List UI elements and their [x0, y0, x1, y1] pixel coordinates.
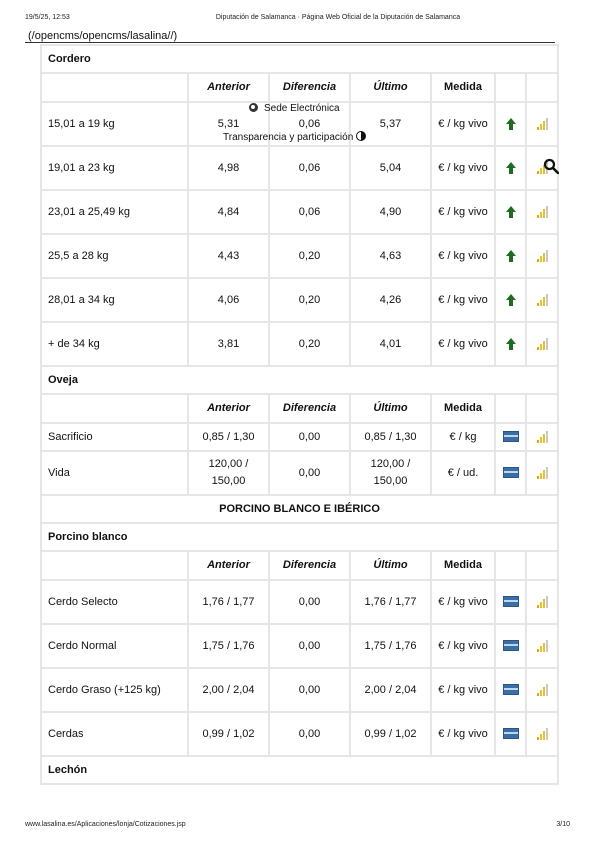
bar-chart-icon-bar: [540, 344, 542, 350]
column-header-row: [41, 73, 558, 102]
row-label: Sacrificio: [41, 423, 188, 451]
row-label: + de 34 kg: [41, 322, 188, 366]
bar-chart-icon-bar: [540, 646, 542, 652]
print-page-title: Diputación de Salamanca · Página Web Oficial de la Diputación de Salamanca: [215, 14, 461, 21]
bar-chart-icon-bar: [546, 467, 548, 479]
equal-icon: [503, 640, 519, 651]
cell-medida: € / kg vivo: [431, 234, 495, 278]
bar-chart-icon-bar: [537, 127, 539, 130]
cell-medida: € / kg vivo: [431, 624, 495, 668]
bar-chart-icon-bar: [546, 250, 548, 262]
bar-chart-icon-bar: [540, 734, 542, 740]
cell-diferencia: 0,20: [269, 322, 350, 366]
cell-ultimo: 4,01: [350, 322, 431, 366]
trend-cell: [495, 423, 526, 451]
bar-chart-icon-bar: [540, 437, 542, 443]
arrow-up-icon: [506, 206, 516, 218]
table-row: [41, 146, 558, 190]
cell-anterior: 2,00 / 2,04: [188, 668, 269, 712]
cell-anterior: 0,85 / 1,30: [188, 423, 269, 451]
bar-chart-icon[interactable]: [537, 431, 548, 443]
equal-icon: [503, 467, 519, 478]
trend-cell: [495, 712, 526, 756]
cell-medida: € / kg vivo: [431, 322, 495, 366]
equal-icon: [503, 431, 519, 442]
header-anterior: Anterior: [188, 394, 269, 423]
trend-cell: [495, 624, 526, 668]
row-label: Cerdo Graso (+125 kg): [41, 668, 188, 712]
header-medida: Medida: [431, 73, 495, 102]
header-blank: [495, 551, 526, 580]
sede-electronica-link[interactable]: [249, 103, 340, 114]
bar-chart-icon[interactable]: [537, 338, 548, 350]
cell-diferencia: 0,06: [269, 146, 350, 190]
equal-icon: [503, 684, 519, 695]
bar-chart-icon[interactable]: [537, 596, 548, 608]
row-label: Vida: [41, 451, 188, 495]
section-title: Lechón: [41, 756, 558, 784]
cell-medida: € / kg vivo: [431, 278, 495, 322]
cell-ultimo: 2,00 / 2,04: [350, 668, 431, 712]
table-row: [41, 423, 558, 451]
bar-chart-icon-bar: [537, 737, 539, 740]
bar-chart-icon-bar: [540, 300, 542, 306]
cell-medida: € / ud.: [431, 451, 495, 495]
arrow-up-icon: [506, 338, 516, 350]
bar-chart-icon-bar: [540, 473, 542, 479]
cell-medida: € / kg: [431, 423, 495, 451]
cell-anterior: 4,84: [188, 190, 269, 234]
bar-chart-icon[interactable]: [537, 250, 548, 262]
bar-chart-icon-bar: [543, 731, 545, 740]
table-row: [41, 451, 558, 495]
bar-chart-icon-bar: [543, 121, 545, 130]
arrow-up-icon: [506, 294, 516, 306]
cell-anterior: 1,76 / 1,77: [188, 580, 269, 624]
chart-cell[interactable]: [526, 668, 558, 712]
header-diferencia: Diferencia: [269, 73, 350, 102]
row-label: 28,01 a 34 kg: [41, 278, 188, 322]
bar-chart-icon-bar: [537, 649, 539, 652]
row-label: Cerdo Selecto: [41, 580, 188, 624]
bar-chart-icon-bar: [537, 605, 539, 608]
cotizaciones-table-body: [41, 45, 558, 784]
bar-chart-icon-bar: [546, 118, 548, 130]
section-title-row: [41, 45, 558, 73]
table-row: [41, 322, 558, 366]
bar-chart-icon-bar: [546, 640, 548, 652]
section-title: Cordero: [41, 45, 558, 73]
header-blank: [41, 73, 188, 102]
header-medida: Medida: [431, 394, 495, 423]
cell-anterior: 120,00 / 150,00: [188, 451, 269, 495]
bar-chart-icon-bar: [546, 294, 548, 306]
bar-chart-icon-bar: [546, 206, 548, 218]
cell-diferencia: 0,00: [269, 423, 350, 451]
table-row: [41, 278, 558, 322]
footer-url: www.lasalina.es/Aplicaciones/lonja/Cotizaciones.jsp: [25, 821, 186, 828]
row-label: 15,01 a 19 kg: [41, 102, 188, 146]
row-label: 23,01 a 25,49 kg: [41, 190, 188, 234]
header-ultimo: Último: [350, 394, 431, 423]
cell-anterior: 1,75 / 1,76: [188, 624, 269, 668]
chart-cell[interactable]: [526, 624, 558, 668]
cell-diferencia: 0,00: [269, 712, 350, 756]
header-diferencia: Diferencia: [269, 551, 350, 580]
table-row: [41, 190, 558, 234]
cell-medida: € / kg vivo: [431, 712, 495, 756]
row-label: Cerdo Normal: [41, 624, 188, 668]
cell-diferencia: 0,00: [269, 580, 350, 624]
cell-ultimo: 4,26: [350, 278, 431, 322]
cell-diferencia: 0,20: [269, 234, 350, 278]
chart-cell[interactable]: [526, 712, 558, 756]
bar-chart-icon-bar: [537, 303, 539, 306]
bar-chart-icon-bar: [543, 434, 545, 443]
porcino-banner-row: [41, 495, 558, 523]
cell-medida: € / kg vivo: [431, 580, 495, 624]
chart-cell[interactable]: [526, 423, 558, 451]
cell-ultimo: 5,37: [350, 102, 431, 146]
section-title: Porcino blanco: [41, 523, 558, 551]
header-blank: [526, 551, 558, 580]
header-blank: [41, 394, 188, 423]
cell-medida: € / kg vivo: [431, 146, 495, 190]
trend-cell: [495, 190, 526, 234]
porcino-banner: PORCINO BLANCO E IBÉRICO: [41, 495, 558, 523]
cell-anterior: 5,31: [188, 102, 269, 146]
row-label: 25,5 a 28 kg: [41, 234, 188, 278]
cell-diferencia: 0,00: [269, 451, 350, 495]
arrow-up-icon: [506, 162, 516, 174]
chart-cell[interactable]: [526, 190, 558, 234]
cell-anterior: 4,43: [188, 234, 269, 278]
arrow-up-icon: [506, 250, 516, 262]
bar-chart-icon-bar: [537, 259, 539, 262]
trend-cell: [495, 451, 526, 495]
bar-chart-icon-bar: [540, 212, 542, 218]
section-title-row: [41, 366, 558, 394]
footer-page-number: 3/10: [556, 821, 570, 828]
cell-ultimo: 1,76 / 1,77: [350, 580, 431, 624]
header-blank: [495, 73, 526, 102]
section-title: Oveja: [41, 366, 558, 394]
chart-cell[interactable]: [526, 278, 558, 322]
bar-chart-icon-bar: [540, 256, 542, 262]
bar-chart-icon-bar: [540, 124, 542, 130]
bar-chart-icon-bar: [543, 341, 545, 350]
sede-electronica-label: Sede Electrónica: [264, 103, 340, 114]
cell-ultimo: 4,90: [350, 190, 431, 234]
cell-diferencia: 0,00: [269, 624, 350, 668]
bar-chart-icon-bar: [543, 687, 545, 696]
header-anterior: Anterior: [188, 73, 269, 102]
cell-ultimo: 5,04: [350, 146, 431, 190]
search-icon[interactable]: [543, 158, 559, 174]
table-row: [41, 234, 558, 278]
trend-cell: [495, 322, 526, 366]
table-row: [41, 624, 558, 668]
cell-ultimo: 4,63: [350, 234, 431, 278]
cell-ultimo: 0,99 / 1,02: [350, 712, 431, 756]
cell-anterior: 3,81: [188, 322, 269, 366]
bar-chart-icon-bar: [540, 690, 542, 696]
equal-icon: [503, 728, 519, 739]
print-datetime: 19/5/25, 12:53: [25, 14, 70, 21]
arrow-up-icon: [506, 118, 516, 130]
bar-chart-icon-bar: [540, 602, 542, 608]
bar-chart-icon[interactable]: [537, 640, 548, 652]
bar-chart-icon-bar: [546, 596, 548, 608]
cell-anterior: 4,98: [188, 146, 269, 190]
bar-chart-icon-bar: [546, 431, 548, 443]
cotizaciones-table: [40, 44, 559, 785]
bar-chart-icon-bar: [543, 470, 545, 479]
chart-cell[interactable]: [526, 322, 558, 366]
header-medida: Medida: [431, 551, 495, 580]
bar-chart-icon[interactable]: [537, 294, 548, 306]
bar-chart-icon-bar: [543, 643, 545, 652]
chart-cell[interactable]: [526, 451, 558, 495]
bar-chart-icon[interactable]: [537, 206, 548, 218]
table-row: [41, 580, 558, 624]
cell-diferencia: 0,20: [269, 278, 350, 322]
bar-chart-icon[interactable]: [537, 467, 548, 479]
equal-icon: [503, 596, 519, 607]
header-blank: [526, 394, 558, 423]
cell-ultimo: 0,85 / 1,30: [350, 423, 431, 451]
cell-diferencia: 0,06: [269, 102, 350, 146]
header-diferencia: Diferencia: [269, 394, 350, 423]
trend-cell: [495, 102, 526, 146]
bar-chart-icon-bar: [537, 693, 539, 696]
cell-anterior: 0,99 / 1,02: [188, 712, 269, 756]
bar-chart-icon-bar: [537, 476, 539, 479]
bar-chart-icon-bar: [537, 440, 539, 443]
transparencia-label: Transparencia y participación: [223, 132, 354, 143]
section-title-row: [41, 523, 558, 551]
cell-medida: € / kg vivo: [431, 190, 495, 234]
column-header-row: [41, 551, 558, 580]
header-blank: [41, 551, 188, 580]
trend-cell: [495, 668, 526, 712]
bar-chart-icon-bar: [546, 684, 548, 696]
header-blank: [526, 73, 558, 102]
breadcrumb-path[interactable]: (/opencms/opencms/lasalina//): [28, 30, 178, 42]
contrast-icon[interactable]: [356, 131, 366, 141]
bar-chart-icon-bar: [543, 297, 545, 306]
bar-chart-icon[interactable]: [537, 118, 548, 130]
row-label: 19,01 a 23 kg: [41, 146, 188, 190]
cell-ultimo: 1,75 / 1,76: [350, 624, 431, 668]
bar-chart-icon-bar: [543, 599, 545, 608]
cell-ultimo: 120,00 / 150,00: [350, 451, 431, 495]
chart-cell[interactable]: [526, 102, 558, 146]
header-ultimo: Último: [350, 73, 431, 102]
cell-medida: € / kg vivo: [431, 668, 495, 712]
bar-chart-icon[interactable]: [537, 728, 548, 740]
header-blank: [495, 394, 526, 423]
globe-icon: [249, 103, 258, 112]
header-anterior: Anterior: [188, 551, 269, 580]
bar-chart-icon-bar: [543, 253, 545, 262]
transparencia-link[interactable]: [223, 131, 366, 143]
column-header-row: [41, 394, 558, 423]
section-title-row: [41, 756, 558, 784]
cell-diferencia: 0,06: [269, 190, 350, 234]
table-row: [41, 712, 558, 756]
bar-chart-icon-bar: [537, 171, 539, 174]
trend-cell: [495, 146, 526, 190]
trend-cell: [495, 234, 526, 278]
chart-cell[interactable]: [526, 580, 558, 624]
bar-chart-icon-bar: [537, 215, 539, 218]
header-ultimo: Último: [350, 551, 431, 580]
trend-cell: [495, 278, 526, 322]
row-label: Cerdas: [41, 712, 188, 756]
bar-chart-icon-bar: [546, 338, 548, 350]
table-row: [41, 668, 558, 712]
header-divider: [25, 42, 555, 43]
bar-chart-icon-bar: [546, 728, 548, 740]
bar-chart-icon[interactable]: [537, 684, 548, 696]
cell-medida: € / kg vivo: [431, 102, 495, 146]
bar-chart-icon-bar: [537, 347, 539, 350]
trend-cell: [495, 580, 526, 624]
bar-chart-icon-bar: [540, 168, 542, 174]
cell-anterior: 4,06: [188, 278, 269, 322]
cell-diferencia: 0,00: [269, 668, 350, 712]
chart-cell[interactable]: [526, 234, 558, 278]
bar-chart-icon-bar: [543, 209, 545, 218]
